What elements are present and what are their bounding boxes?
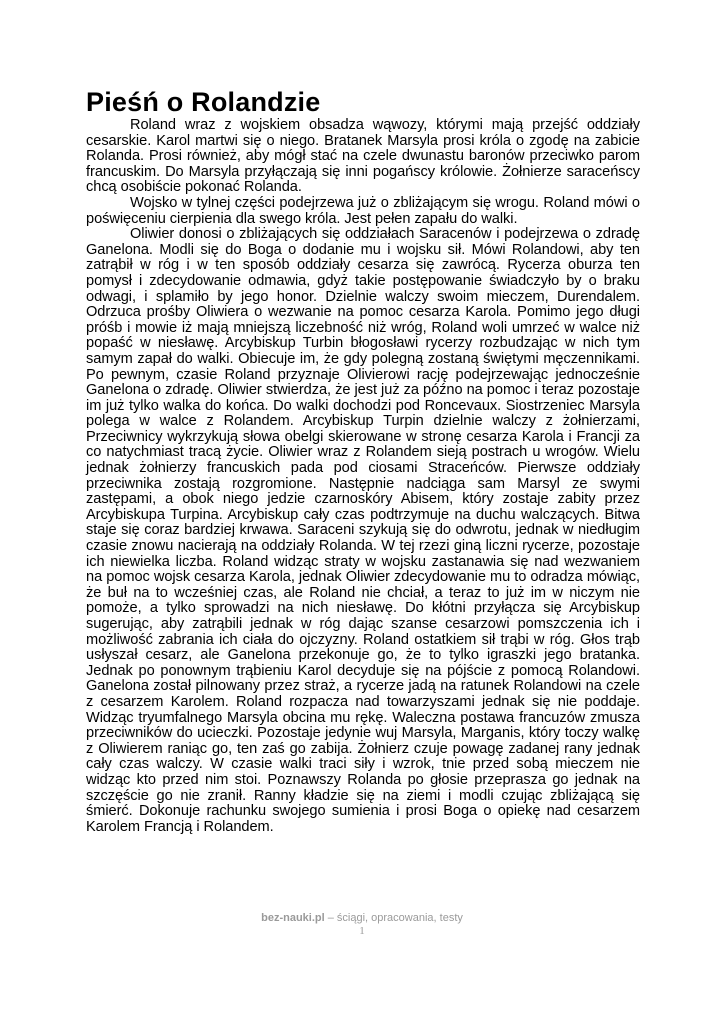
document-title: Pieśń o Rolandzie <box>86 87 321 117</box>
footer-site-name: bez-nauki.pl <box>261 912 325 924</box>
document-body <box>86 118 640 835</box>
footer-tagline: – ściągi, opracowania, testy <box>324 912 463 924</box>
document-content <box>86 86 640 835</box>
paragraph: Wojsko w tylnej części podejrzewa już o zbliżającym się wrogu. Roland mówi o poświęceniu cierpienia dla swego króla. Jest pełen zapału do walki. <box>86 194 640 227</box>
page-footer <box>0 912 724 925</box>
paragraph: Oliwier donosi o zbliżających się oddziałach Saracenów i podejrzewa o zdradę Ganelona. Modli się do Boga o dodanie mu i wojsku sił. Mówi Rolandowi, aby ten zatrąbił w róg i w ten sposób oddziały cesarza się zawrócą. Rycerza oburza ten pomysł i zdecydowanie odmawia, gdyż takie postępowanie świadczyło by o braku odwagi, i splamiło by jego honor. Dzielnie walczy swoim mieczem, Durendalem. Odrzuca prośby Oliwiera o wezwanie na pomoc cesarza Karola. Pomimo jego długi próśb i mowie iż mają mniejszą liczebność niż wróg, Roland woli umrzeć w walce niż popaść w niesławę. Arcybiskup Turbin błogosławi rycerzy rozbudzając w nich tym samym zapał do walki. Obiecuje im, że gdy polegną zostaną świętymi męczennikami. Po pewnym, czasie Roland przyznaje Olivierowi rację podejrzewając jednocześnie Ganelona o zdradę. Oliwier stwierdza, że jest już za późno na pomoc i teraz pozostaje im już tylko walka do końca. Do walki dochodzi pod Roncevaux. Siostrzeniec Marsyla polega w walce z Rolandem. Arcybiskup Turpin dzielnie walczy z żołnierzami, Przeciwnicy wykrzykują słowa obelgi skierowane w stronę cesarza Karola i Francji za co natychmiast tracą życie. Oliwier wraz z Rolandem sieją postrach u wrogów. Wielu jednak żołnierzy francuskich pada pod ciosami Straceńców. Pierwsze oddziały przeciwnika zostają rozgromione. Następnie nadciąga sam Marsyl ze swymi zastępami, a obok niego jedzie czarnoskóry Abisem, który zostaje zabity przez Arcybiskupa Turpina. Arcybiskup cały czas podtrzymuje na duchu walczących. Bitwa staje się coraz bardziej krwawa. Saraceni szykują się do odwrotu, jednak w niedługim czasie znowu nacierają na oddziały Rolanda. W tej rzezi giną liczni rycerze, pozostaje ich niewielka liczba. Roland widząc straty w wojsku zastanawia się nad wezwaniem na pomoc wojsk cesarza Karola, jednak Oliwier zdecydowanie mu to odradza mówiąc, że buł na to wcześniej czas, ale Roland nie chciał, a teraz to już im w niczym nie pomoże, a tylko sprowadzi na nich niesławę. Do kłótni przyłącza się Arcybiskup sugerując, aby zatrąbili jednak w róg dając szanse cesarzowi pomszczenia ich i możliwość zabrania ich ciała do ojczyzny. Roland ostatkiem sił trąbi w róg. Głos trąb usłyszał cesarz, ale Ganelona przekonuje go, że to tylko igraszki jego bratanka. Jednak po ponownym trąbieniu Karol decyduje się na pójście z pomocą Rolandowi. Ganelona został pilnowany przez straż, a rycerze jadą na ratunek Rolandowi na czele z cesarzem Karolem. Roland rozpacza nad towarzyszami jednak się nie poddaje. Widząc tryumfalnego Marsyla obcina mu rękę. Waleczna postawa francuzów zmusza przeciwników do ucieczki. Pozostaje jedynie wuj Marsyla, Marganis, który toczy walkę z Oliwierem raniąc go, ten zaś go zabija. Żołnierz czuje powagę zadanej rany jednak cały czas walczy. W czasie walki traci siły i wzrok, tnie przed sobą mieczem nie widząc kto przed nim stoi. Poznawszy Rolanda po głosie przeprasza go jednak na szczęście go nie zranił. Ranny kładzie się na ziemi i modli czując zbliżającą się śmierć. Dokonuje rachunku swojego sumienia i prosi Boga o opiekę nad cesarzem Karolem Francją i Rolandem. <box>86 226 640 835</box>
paragraph: Roland wraz z wojskiem obsadza wąwozy, którymi mają przejść oddziały cesarskie. Karol martwi się o niego. Bratanek Marsyla prosi króla o zgodę na zabicie Rolanda. Prosi również, aby mógł stać na czele dwunastu baronów przeciwko parom francuskim. Do Marsyla przyłączają się inni pogańscy królowie. Żołnierze saraceńscy chcą osobiście pokonać Rolanda. <box>86 117 640 196</box>
page-number: 1 <box>359 925 365 937</box>
